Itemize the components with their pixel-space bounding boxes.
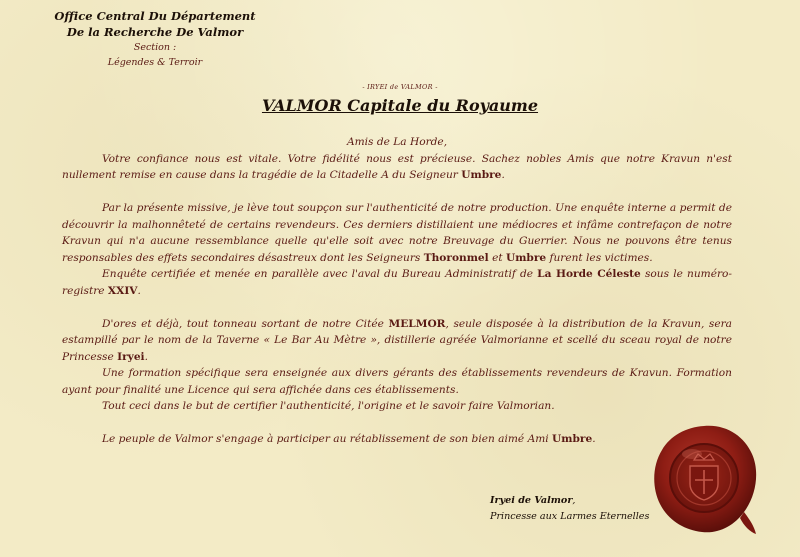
top-label: - IRYEI de VALMOR - bbox=[362, 83, 438, 91]
paragraph-5: Une formation spécifique sera enseignée aux divers gérants des établissements revendeurs de Kravun. Formation ayant pour finalité une Licence qui sera affichée dans ces établissements. bbox=[62, 367, 732, 396]
signature-block bbox=[490, 493, 670, 525]
paragraph-4-mid: , seule disposée à la distribution de la Kravun, sera estampillé par le nom de la Taverne « Le Bar Au Mètre », distillerie agréée Valmorianne et scellé du sceau royal de notre Princesse bbox=[62, 317, 732, 363]
paragraph-4-end: . bbox=[144, 350, 148, 363]
paragraph-1-text: Votre confiance nous est vitale. Votre fidélité nous est précieuse. Sachez nobles Amis que notre Kravun n'est nullement remise en cause dans la tragédie de la Citadelle A du Seigneur bbox=[62, 152, 732, 181]
page-title: VALMOR Capitale du Royaume bbox=[261, 96, 539, 115]
paragraph-3-name-2: XXIV bbox=[107, 284, 138, 297]
header-section-label: Section : bbox=[133, 42, 177, 53]
signature-title: Princesse aux Larmes Eternelles bbox=[490, 511, 650, 522]
paragraph-7-name: Umbre bbox=[552, 433, 593, 445]
paragraph-3-text: Enquête certifiée et menée en parallèle avec l'aval du Bureau Administratif de bbox=[102, 268, 538, 280]
paragraph-2 bbox=[62, 200, 732, 266]
header-office-name: Office Central Du Département bbox=[54, 9, 256, 23]
paragraph-2-end: furent les victimes. bbox=[546, 251, 653, 264]
letter-body bbox=[62, 134, 732, 448]
signature-name: Iryei de Valmor bbox=[490, 495, 573, 506]
paragraph-2-name-1: Thoronmel bbox=[423, 251, 489, 264]
paragraph-4-name-2: Iryei bbox=[117, 350, 145, 363]
paragraph-spacer bbox=[62, 415, 732, 432]
paragraph-1-end: . bbox=[501, 169, 505, 181]
paragraph-spacer bbox=[62, 299, 732, 316]
paragraph-7 bbox=[62, 431, 732, 448]
signature-name-line bbox=[490, 493, 670, 509]
paragraph-6: Tout ceci dans le but de certifier l'authenticité, l'origine et le savoir faire Valmorian. bbox=[102, 400, 555, 412]
paragraph-4-name-1: MELMOR bbox=[388, 317, 446, 330]
paragraph-4 bbox=[62, 316, 732, 366]
header-section-name: Légendes & Terroir bbox=[107, 57, 203, 68]
office-header bbox=[20, 8, 290, 70]
paragraph-1 bbox=[62, 151, 732, 184]
paragraph-3-name-1: La Horde Céleste bbox=[537, 268, 641, 280]
header-department-name: De la Recherche De Valmor bbox=[66, 25, 244, 39]
paragraph-3 bbox=[62, 266, 732, 299]
paragraph-spacer bbox=[62, 184, 732, 201]
paragraph-7-text: Le peuple de Valmor s'engage à participer au rétablissement de son bien aimé Ami bbox=[102, 433, 553, 445]
signature-name-suffix: , bbox=[572, 495, 576, 506]
paragraph-4-text: D'ores et déjà, tout tonneau sortant de notre Citée bbox=[102, 317, 389, 330]
greeting: Amis de La Horde, bbox=[346, 136, 448, 148]
paragraph-7-end: . bbox=[592, 433, 596, 445]
paragraph-1-name: Umbre bbox=[461, 169, 502, 181]
paragraph-2-mid: et bbox=[488, 251, 506, 264]
paragraph-3-mid: sous le numéro-registre bbox=[62, 268, 732, 297]
paragraph-3-end: . bbox=[137, 284, 141, 297]
paragraph-2-text: Par la présente missive, je lève tout soupçon sur l'authenticité de notre production. Une enquête interne a permit de découvrir la malhonnêteté de certains revendeurs. Ces derniers distillaient une médiocres et infâme contrefaçon de notre Kravun qui n'a aucune ressemblance quelle qu'elle soit avec notre Breuvage du Guerrier. Nous ne pouvons être tenus responsables des effets secondaires désastreux dont les Seigneurs bbox=[62, 202, 732, 264]
paragraph-2-name-2: Umbre bbox=[505, 251, 547, 264]
